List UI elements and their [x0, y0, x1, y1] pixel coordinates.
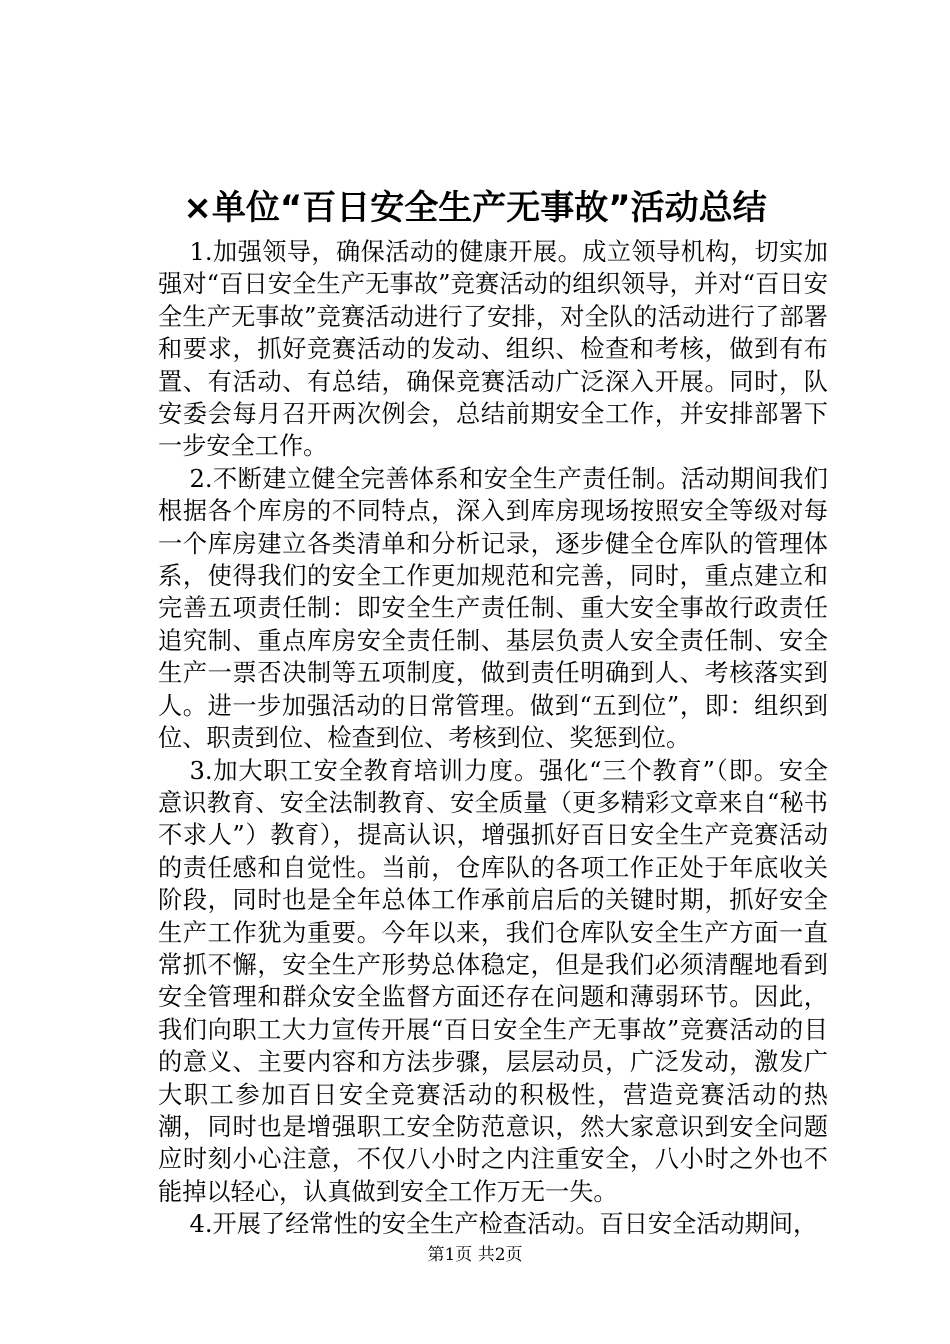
paragraph-4: 4.开展了经常性的安全生产检查活动。百日安全活动期间，: [189, 1210, 818, 1239]
document-title: ×单位“百日安全生产无事故”活动总结: [183, 188, 767, 228]
document-body: [158, 236, 828, 1241]
paragraph-1: 1.加强领导，确保活动的健康开展。成立领导机构，切实加强对“百日安全生产无事故”竞赛活动的组织领导，并对“百日安全生产无事故”竞赛活动进行了安排，对全队的活动进行了部署和要求，抓好竞赛活动的发动、组织、检查和考核，做到有布置、有活动、有总结，确保竞赛活动广泛深入开展。同时，队安委会每月召开两次例会，总结前期安全工作，并安排部署下一步安全工作。: [158, 238, 828, 461]
page-number-footer: 第1页 共2页: [427, 1245, 523, 1265]
paragraph-3: 3.加大职工安全教育培训力度。强化“三个教育”（即。安全意识教育、安全法制教育、安全质量（更多精彩文章来自“秘书不求人”）教育），提高认识，增强抓好百日安全生产竞赛活动的责任感和自觉性。当前，仓库队的各项工作正处于年底收关阶段，同时也是全年总体工作承前启后的关键时期，抓好安全生产工作犹为重要。今年以来，我们仓库队安全生产方面一直常抓不懈，安全生产形势总体稳定，但是我们必须清醒地看到安全管理和群众安全监督方面还存在问题和薄弱环节。因此，我们向职工大力宣传开展“百日安全生产无事故”竞赛活动的目的意义、主要内容和方法步骤，层层动员，广泛发动，激发广大职工参加百日安全竞赛活动的积极性，营造竞赛活动的热潮，同时也是增强职工安全防范意识，然大家意识到安全问题应时刻小心注意，不仅八小时之内注重安全，八小时之外也不能掉以轻心，认真做到安全工作万无一失。: [158, 756, 828, 1206]
paragraph-2: 2.不断建立健全完善体系和安全生产责任制。活动期间我们根据各个库房的不同特点，深入到库房现场按照安全等级对每一个库房建立各类清单和分析记录，逐步健全仓库队的管理体系，使得我们的安全工作更加规范和完善，同时，重点建立和完善五项责任制：即安全生产责任制、重大安全事故行政责任追究制、重点库房安全责任制、基层负责人安全责任制、安全生产一票否决制等五项制度，做到责任明确到人、考核落实到人。进一步加强活动的日常管理。做到“五到位”，即：组织到位、职责到位、检查到位、考核到位、奖惩到位。: [158, 464, 828, 753]
